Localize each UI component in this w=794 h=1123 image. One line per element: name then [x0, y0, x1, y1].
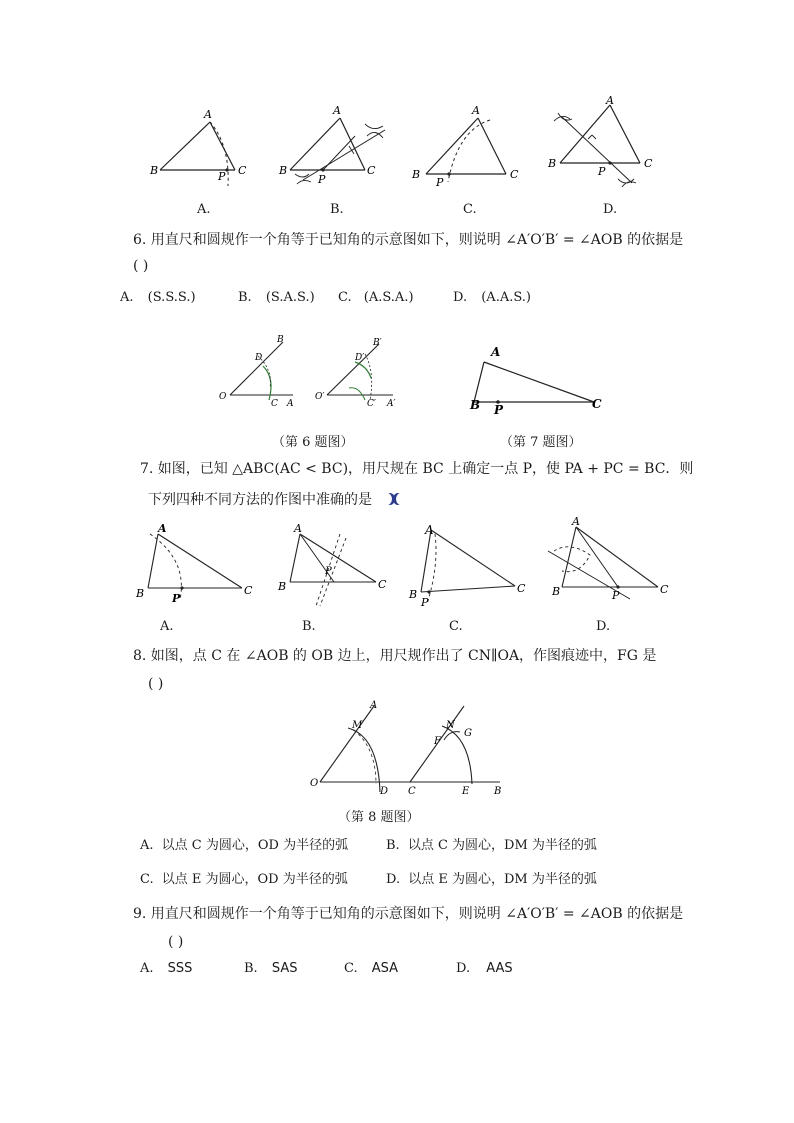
q8-blank: ( ) [148, 676, 164, 692]
q6-option-c-text: (A.S.A.) [363, 290, 414, 305]
q9-option-b-text: SAS [271, 961, 298, 976]
q7b-label-c: C [378, 578, 387, 591]
q5-option-d-label: D. [603, 202, 618, 217]
q6-option-a [120, 290, 196, 305]
q9-option-c [344, 961, 398, 976]
q5b-label-c: C [367, 164, 376, 177]
q7a-label-b: B [136, 587, 145, 600]
q7-figure-d [540, 515, 675, 610]
q7b-label-a: A [294, 522, 302, 535]
q8-figure [300, 700, 510, 798]
q6-label-o: O [219, 392, 227, 402]
q9-option-b [244, 961, 297, 976]
q9-option-d-text: AAS [486, 961, 513, 976]
q5a-label-a: A [204, 108, 212, 121]
q8-label-f: F [434, 736, 441, 747]
q7d-label-c: C [660, 583, 669, 596]
q7b-label-p: P [325, 566, 332, 577]
q8-option-b [386, 834, 597, 853]
q6-label-b: B [277, 335, 284, 345]
q6-option-b-text: (S.A.S.) [265, 290, 315, 305]
q7-figure-b [270, 520, 400, 610]
q6-label-a: A [287, 399, 294, 409]
q9-stem: 9. 用直尺和圆规作一个角等于已知角的示意图如下，则说明 ∠A′O′B′ = ∠AOB 的依据是 [133, 906, 684, 922]
q6-option-d [453, 290, 531, 305]
q7-figure-a [130, 520, 260, 610]
q5d-label-p: P [598, 165, 606, 178]
q5c-label-p: P [436, 176, 444, 189]
q5d-label-a: A [606, 94, 614, 107]
q6-label-a-prime: A′ [387, 399, 396, 409]
q8-label-d: D [380, 786, 389, 797]
q5-figure-c [408, 100, 528, 195]
q7a-label-c: C [244, 584, 253, 597]
q6-blank: ( ) [133, 258, 149, 274]
q8-option-d-text: 以点 E 为圆心，DM 为半径的弧 [408, 872, 597, 887]
q5c-label-c: C [510, 168, 519, 181]
q9-option-c-letter: C. [344, 961, 358, 976]
q5-option-b-label: B. [330, 202, 344, 217]
q9-option-d-letter: D. [456, 961, 471, 976]
q6-option-b-letter: B. [238, 290, 252, 305]
q5c-label-a: A [472, 104, 480, 117]
q8-option-a-letter: A. [140, 838, 154, 853]
q5a-label-p: P [218, 170, 226, 183]
q6-option-c [338, 290, 414, 305]
q7d-label-p: P [612, 589, 620, 602]
moon-left-icon [382, 493, 392, 505]
q5a-label-b: B [150, 164, 159, 177]
q5b-label-p: P [318, 173, 326, 186]
q7-option-c-label: C. [449, 619, 463, 634]
q7-stem-line2-text: 下列四种不同方法的作图中准确的是 [148, 492, 372, 508]
q9-option-a-letter: A. [140, 961, 154, 976]
q5-figure-b [275, 100, 395, 195]
q7a-label-p: P [172, 592, 181, 605]
q8-option-b-letter: B. [386, 838, 400, 853]
q6-option-d-letter: D. [453, 290, 468, 305]
q8-label-a: A [370, 700, 378, 711]
moon-right-icon [396, 493, 406, 505]
q6-label-c: C [271, 399, 278, 409]
q9-option-a-text: SSS [167, 961, 193, 976]
q7-option-b-label: B. [302, 619, 316, 634]
q9-option-a [140, 961, 192, 976]
q6-option-d-text: (A.A.S.) [481, 290, 531, 305]
q6-caption: （第 6 题图） [272, 435, 354, 450]
q7-caption: （第 7 题图） [500, 435, 582, 450]
q7-figure [462, 340, 612, 415]
q7c-label-p: P [421, 596, 429, 609]
q5-figure-d [540, 95, 670, 195]
q9-blank: ( ) [168, 934, 184, 950]
q7-label-p: P [494, 403, 504, 417]
q7a-label-a: A [158, 522, 167, 535]
q6-label-b-prime: B′ [373, 338, 382, 348]
q5-option-a-label: A. [197, 202, 211, 217]
q8-stem: 8. 如图，点 C 在 ∠AOB 的 OB 边上，用尺规作出了 CN∥OA，作图痕迹中，FG 是 [133, 648, 657, 664]
q7-stem-line2 [148, 489, 408, 509]
q8-caption: （第 8 题图） [338, 810, 420, 825]
q6-stem: 6. 用直尺和圆规作一个角等于已知角的示意图如下，则说明 ∠A′O′B′ = ∠AOB 的依据是 [133, 232, 684, 248]
q8-option-a [140, 834, 348, 853]
q5d-label-c: C [644, 157, 653, 170]
q6-label-d-prime: D′ [355, 353, 365, 363]
q5-figure-a [140, 100, 260, 195]
q7c-label-a: A [425, 523, 434, 537]
q6-option-c-letter: C. [338, 290, 352, 305]
q5a-label-c: C [238, 164, 247, 177]
q8-label-e: E [462, 786, 470, 797]
q7c-label-b: B [409, 588, 418, 601]
q7-label-b: B [470, 398, 481, 412]
q5d-label-b: B [548, 157, 557, 170]
q5-option-c-label: C. [463, 202, 477, 217]
q9-option-b-letter: B. [244, 961, 258, 976]
q5b-label-a: A [333, 104, 341, 117]
q7-option-d-label: D. [596, 619, 611, 634]
q6-label-c-prime: C′ [367, 399, 376, 409]
q7d-label-a: A [572, 515, 580, 528]
q7-label-a: A [491, 345, 501, 359]
q6-option-a-text: (S.S.S.) [147, 290, 196, 305]
q8-label-b: B [494, 786, 502, 797]
q6-label-o-prime: O′ [315, 392, 325, 402]
q9-option-c-text: ASA [371, 961, 399, 976]
q8-option-a-text: 以点 C 为圆心，OD 为半径的弧 [161, 838, 349, 853]
q7-label-c: C [592, 397, 602, 411]
q8-label-m: M [352, 720, 363, 731]
q6-label-d: D [255, 353, 263, 363]
q6-option-b [238, 290, 315, 305]
q8-option-c-letter: C. [140, 872, 154, 887]
q8-label-c: C [408, 786, 416, 797]
q8-label-g: G [464, 728, 472, 739]
q6-option-a-letter: A. [120, 290, 134, 305]
q6-figure [215, 330, 415, 415]
q5b-label-b: B [279, 164, 288, 177]
q7c-label-c: C [517, 582, 526, 595]
q5c-label-b: B [412, 168, 421, 181]
q7d-label-b: B [552, 585, 561, 598]
q8-option-d-letter: D. [386, 872, 401, 887]
q7-option-a-label: A. [160, 619, 174, 634]
q8-option-d [386, 868, 597, 887]
q9-option-d [456, 961, 513, 976]
q8-option-b-text: 以点 C 为圆心，DM 为半径的弧 [407, 838, 597, 853]
q7-stem-line1: 7. 如图，已知 △ABC(AC < BC)，用尺规在 BC 上确定一点 P，使 PA + PC = BC．则 [140, 461, 694, 477]
q7b-label-b: B [278, 580, 287, 593]
q8-option-c [140, 868, 348, 887]
q8-option-c-text: 以点 E 为圆心，OD 为半径的弧 [161, 872, 348, 887]
q8-label-n: N [446, 720, 455, 731]
q8-label-o: O [310, 778, 319, 789]
q7-figure-c [405, 520, 535, 610]
